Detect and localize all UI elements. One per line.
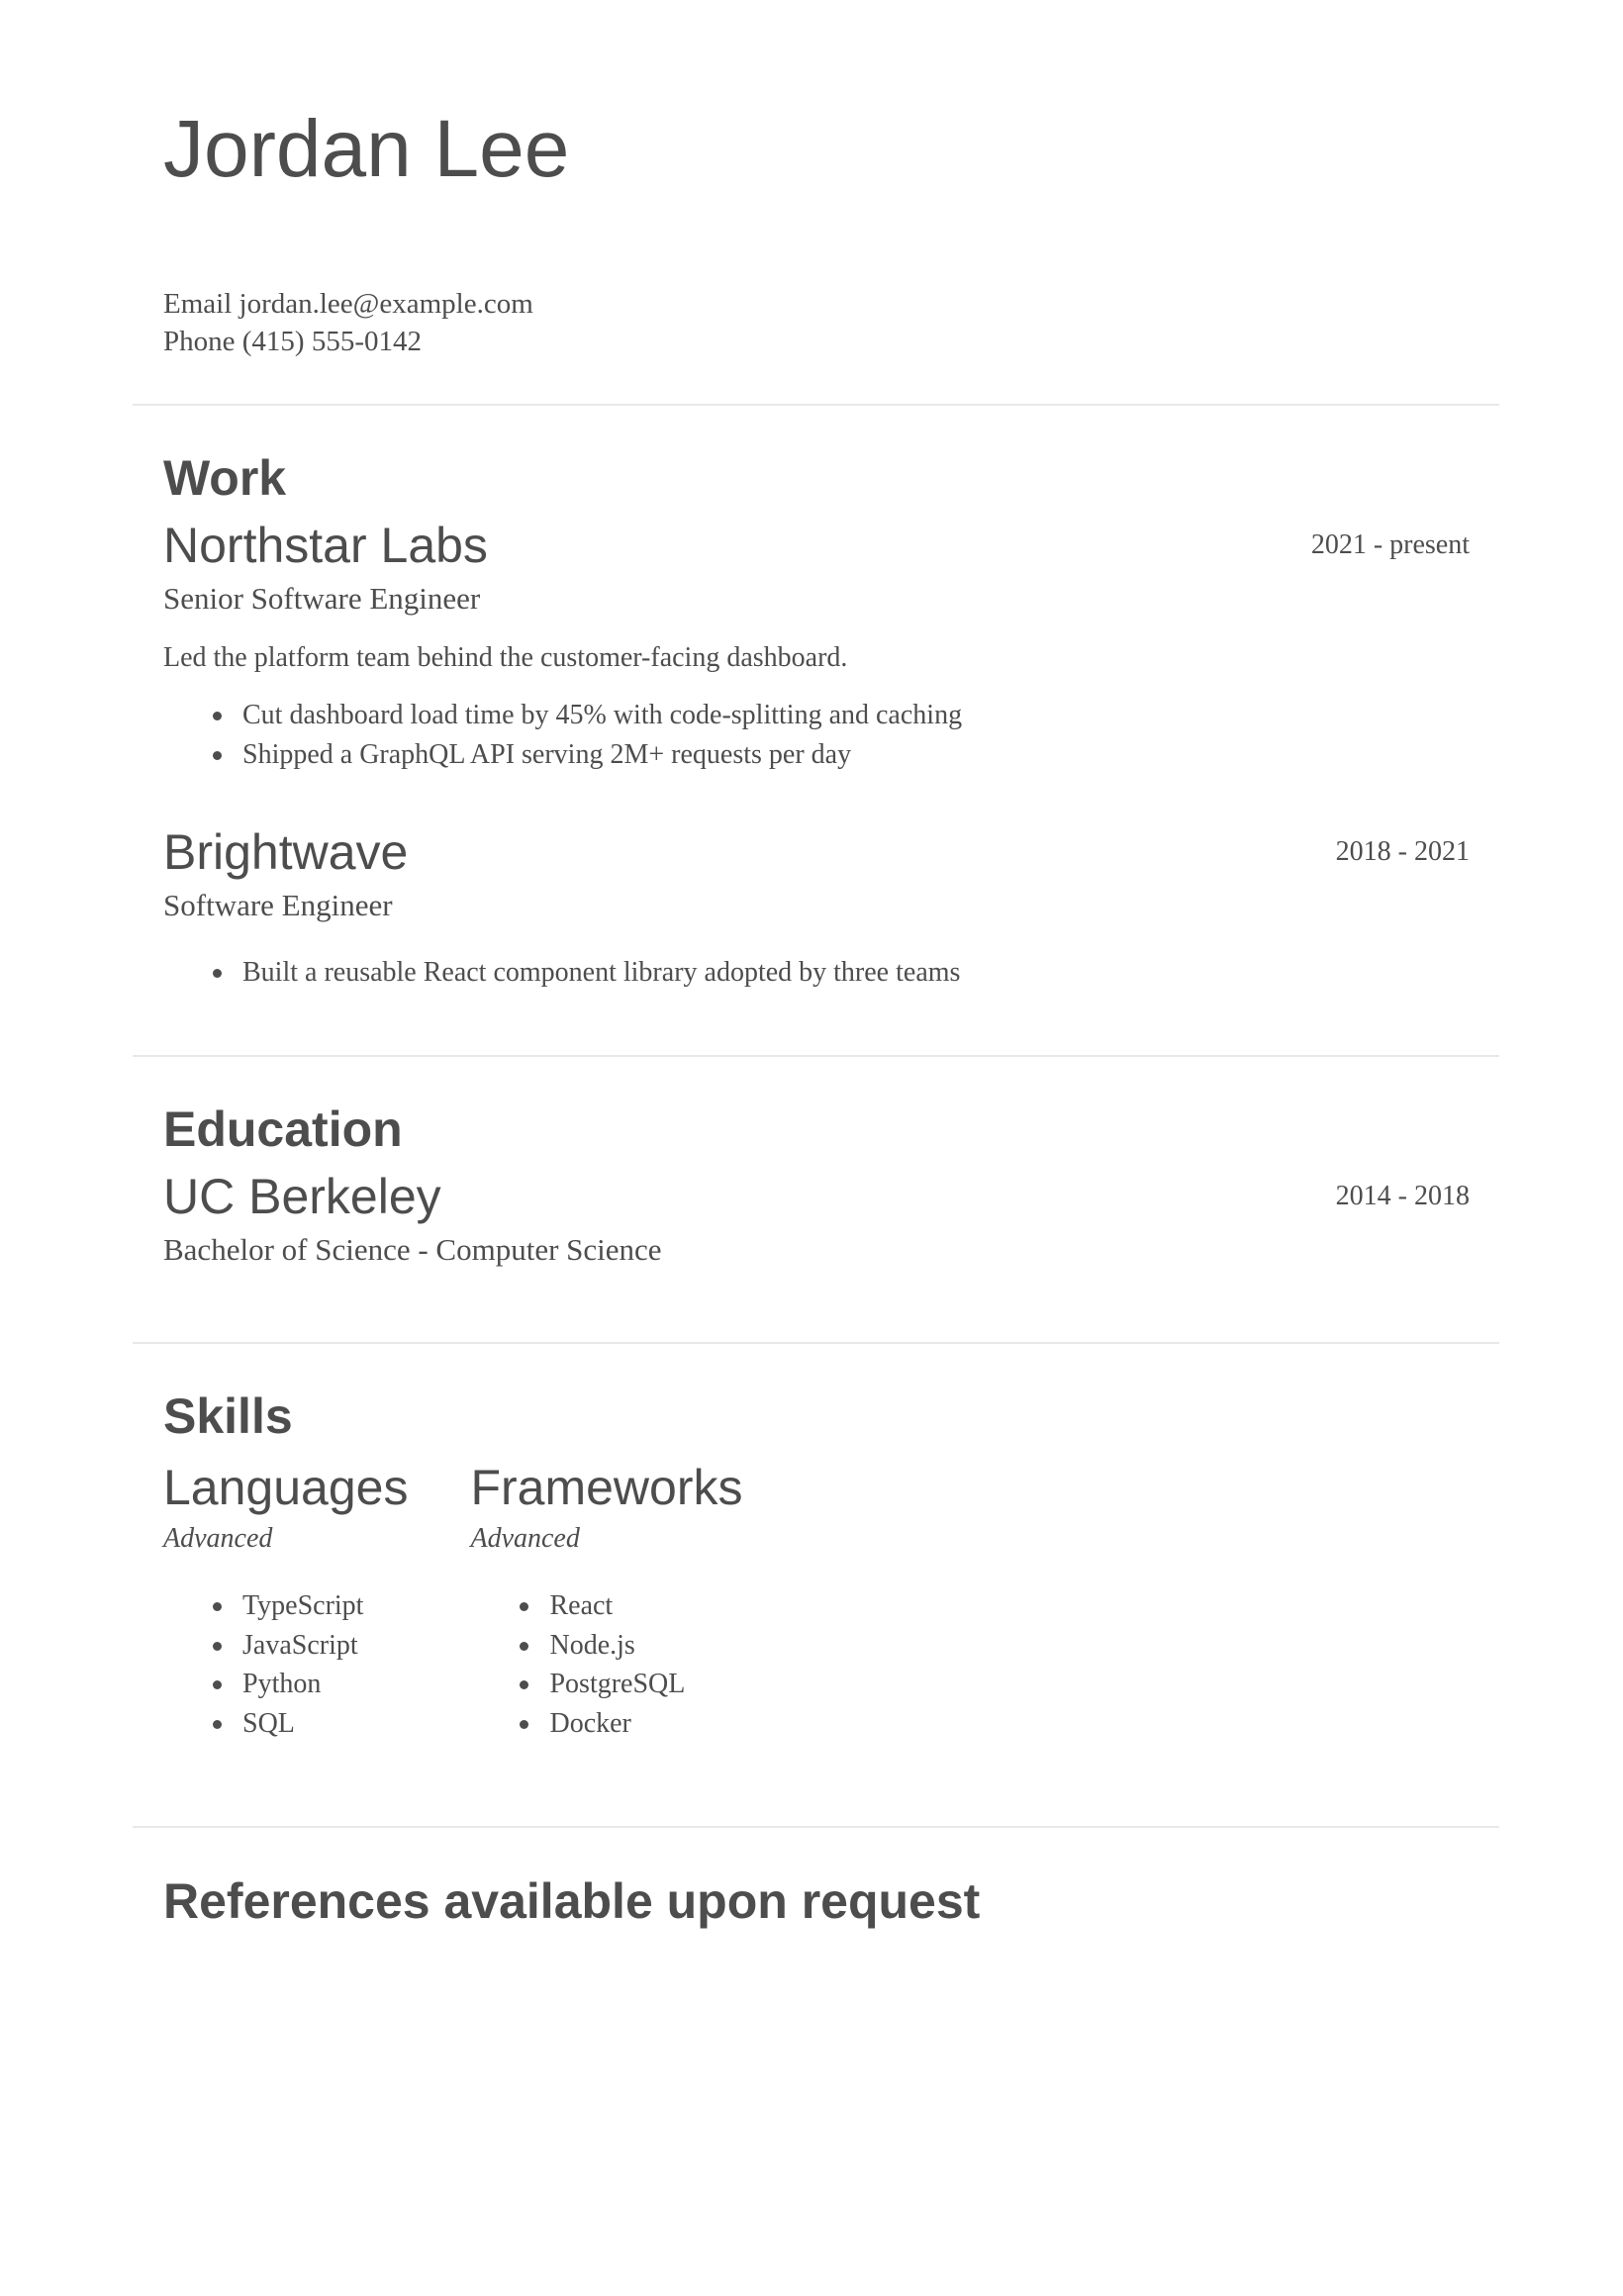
section-divider [133, 404, 1499, 406]
skills-groups [163, 1456, 1470, 1743]
work-section [163, 448, 1470, 993]
highlight-item: Shipped a GraphQL API serving 2M+ requests per day [163, 735, 1470, 775]
skills-section-title: Skills [163, 1388, 293, 1444]
skill-group-name: Frameworks [470, 1460, 743, 1515]
job-summary: Led the platform team behind the customer-facing dashboard. [163, 642, 848, 673]
references-title: References available upon request [163, 1873, 981, 1929]
contact-info [163, 285, 1470, 360]
highlight-item: Cut dashboard load time by 45% with code-splitting and caching [163, 696, 1470, 735]
job-position: Software Engineer [163, 888, 393, 922]
email-line [163, 285, 1470, 323]
work-entry-header [163, 514, 1470, 577]
education-entry [163, 1165, 1470, 1270]
education-entry-header [163, 1165, 1470, 1228]
skill-group [470, 1456, 742, 1743]
skill-keyword: JavaScript [163, 1626, 408, 1666]
email-label: Email [163, 288, 233, 320]
resume-header [163, 102, 1470, 360]
skill-group-name: Languages [163, 1460, 409, 1515]
skill-keyword: Docker [470, 1704, 742, 1744]
email-value[interactable]: jordan.lee@example.com [239, 288, 533, 320]
institution-name: UC Berkeley [163, 1169, 441, 1224]
skill-level: Advanced [470, 1523, 580, 1554]
work-section-title: Work [163, 450, 287, 506]
work-dates: 2021 - present [1310, 529, 1470, 560]
skills-section [163, 1387, 1470, 1743]
skill-keyword: React [470, 1586, 742, 1626]
skill-group [163, 1456, 408, 1743]
section-divider [133, 1342, 1499, 1344]
skill-keywords [163, 1586, 408, 1743]
job-highlights [163, 696, 1470, 775]
skill-keywords [470, 1586, 742, 1743]
work-entry [163, 514, 1470, 775]
highlight-item: Built a reusable React component library adopted by three teams [163, 953, 1470, 993]
skill-keyword: Node.js [470, 1626, 742, 1666]
phone-value[interactable]: (415) 555-0142 [241, 326, 422, 357]
education-section [163, 1100, 1470, 1270]
phone-line [163, 323, 1470, 360]
work-entry-header [163, 820, 1470, 884]
section-divider [133, 1826, 1499, 1828]
phone-label: Phone [163, 326, 236, 357]
job-position: Senior Software Engineer [163, 581, 481, 616]
skill-level: Advanced [163, 1523, 273, 1554]
skill-keyword: SQL [163, 1704, 408, 1744]
education-dates: 2014 - 2018 [1335, 1181, 1470, 1211]
skill-keyword: PostgreSQL [470, 1665, 742, 1704]
skill-keyword: TypeScript [163, 1586, 408, 1626]
work-entry [163, 820, 1470, 993]
education-section-title: Education [163, 1101, 403, 1157]
company-name: Northstar Labs [163, 518, 488, 573]
candidate-name: Jordan Lee [163, 104, 570, 194]
references-section [163, 1871, 1470, 1931]
skill-keyword: Python [163, 1665, 408, 1704]
work-dates: 2018 - 2021 [1335, 836, 1470, 867]
section-divider [133, 1055, 1499, 1057]
degree: Bachelor of Science - Computer Science [163, 1232, 662, 1267]
company-name: Brightwave [163, 824, 409, 880]
job-highlights [163, 953, 1470, 993]
